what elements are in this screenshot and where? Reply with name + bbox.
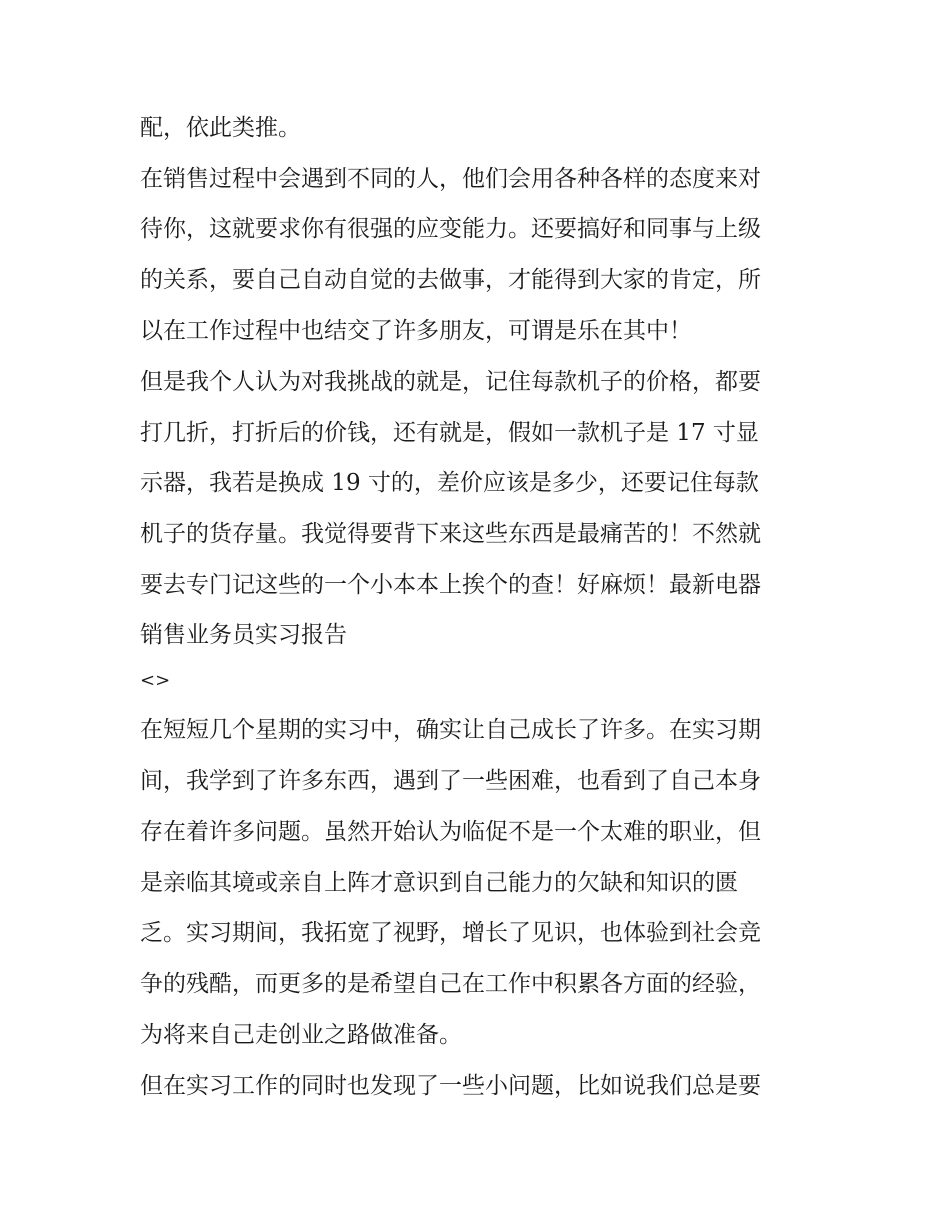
text-line: 在销售过程中会遇到不同的人，他们会用各种各样的态度来对 bbox=[140, 166, 761, 192]
text-line: 要去专门记这些的一个小本本上挨个的查！好麻烦！最新电器 bbox=[140, 572, 761, 598]
text-line: 但在实习工作的同时也发现了一些小问题，比如说我们总是要 bbox=[140, 1073, 761, 1099]
text-line: 示器，我若是换成 19 寸的，差价应该是多少，还要记住每款 bbox=[140, 470, 759, 496]
text-line: 但是我个人认为对我挑战的就是，记住每款机子的价格，都要 bbox=[140, 369, 761, 395]
text-line: 待你，这就要求你有很强的应变能力。还要搞好和同事与上级 bbox=[140, 216, 761, 242]
text-line: 在短短几个星期的实习中，确实让自己成长了许多。在实习期 bbox=[140, 717, 761, 743]
text-line: 打几折，打折后的价钱，还有就是，假如一款机子是 17 寸显 bbox=[140, 420, 759, 446]
text-line: 间，我学到了许多东西，遇到了一些困难，也看到了自己本身 bbox=[140, 768, 761, 794]
text-line: <> bbox=[140, 670, 171, 691]
text-line: 争的残酷，而更多的是希望自己在工作中积累各方面的经验， bbox=[140, 971, 761, 997]
text-line: 的关系，要自己自动自觉的去做事，才能得到大家的肯定，所 bbox=[140, 267, 761, 293]
text-line: 机子的货存量。我觉得要背下来这些东西是最痛苦的！不然就 bbox=[140, 521, 761, 547]
text-line: 乏。实习期间，我拓宽了视野，增长了见识，也体验到社会竞 bbox=[140, 920, 761, 946]
text-line: 是亲临其境或亲自上阵才意识到自己能力的欠缺和知识的匮 bbox=[140, 870, 738, 896]
text-line: 以在工作过程中也结交了许多朋友，可谓是乐在其中！ bbox=[140, 318, 692, 344]
text-line: 配，依此类推。 bbox=[140, 115, 301, 141]
text-line: 为将来自己走创业之路做准备。 bbox=[140, 1022, 462, 1048]
text-line: 存在着许多问题。虽然开始认为临促不是一个太难的职业，但 bbox=[140, 819, 761, 845]
text-line: 销售业务员实习报告 bbox=[140, 622, 347, 648]
